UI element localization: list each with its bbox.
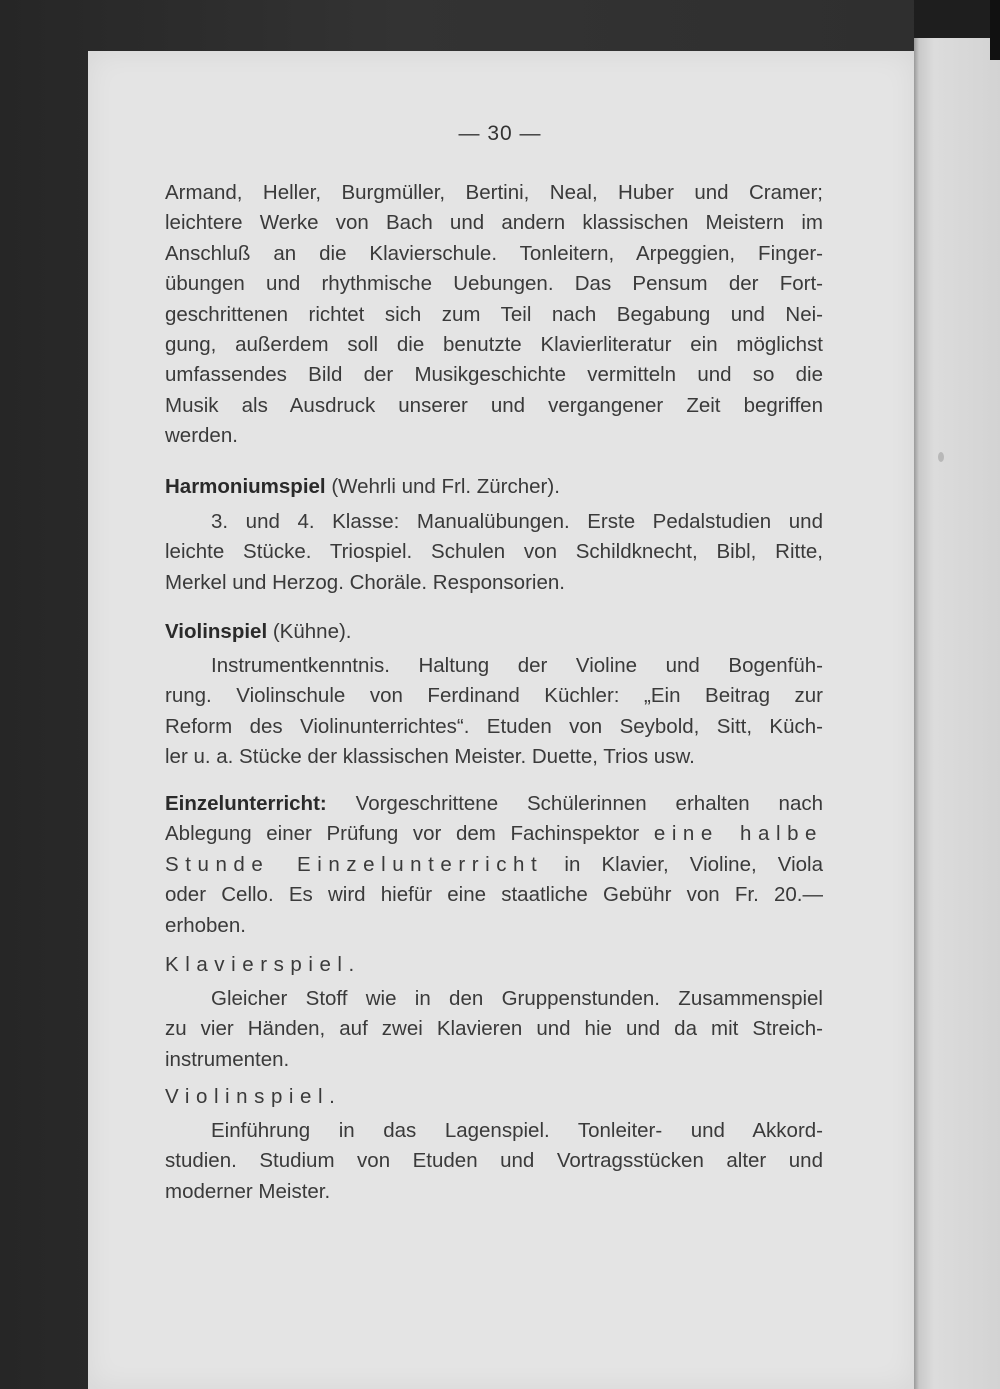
text-line: Anschluß an die Klavierschule. Tonleitern, Arpeggien, Finger- <box>165 241 823 265</box>
text-line: oder Cello. Es wird hiefür eine staatliche Gebühr von Fr. 20.— <box>165 883 823 907</box>
section-teachers: (Wehrli und Frl. Zürcher). <box>331 475 560 498</box>
paragraph-klavier <box>165 984 823 1075</box>
text-line: leichte Stücke. Triospiel. Schulen von Schildknecht, Bibl, Ritte, <box>165 540 823 564</box>
text-line: erhoben. <box>165 913 246 937</box>
paragraph-einzelunterricht <box>165 789 823 941</box>
section-heading-line <box>165 617 823 647</box>
text-line: Einführung in das Lagenspiel. Tonleiter- und Akkord- <box>211 1119 823 1142</box>
scan-edge-bar <box>990 0 1000 60</box>
text-span: Vorgeschrittene Schülerinnen erhalten nach <box>355 792 823 815</box>
paragraph-piano-curriculum <box>165 178 823 452</box>
text-line: Reform des Violinunterrichtes“. Etuden von Seybold, Sitt, Küch- <box>165 714 823 738</box>
paper-spot <box>938 452 944 462</box>
next-page-edge <box>914 38 1000 1389</box>
section-heading: Klavierspiel. <box>165 953 361 976</box>
section-heading: Violinspiel. <box>165 1085 342 1108</box>
text-line: moderner Meister. <box>165 1179 331 1203</box>
text-line: leichtere Werke von Bach und andern klassischen Meistern im <box>165 211 823 235</box>
text-line: gung, außerdem soll die benutzte Klavierliteratur ein möglichst <box>165 332 823 356</box>
text-line: 3. und 4. Klasse: Manualübungen. Erste Pedalstudien und <box>211 510 823 533</box>
section-heading: Harmoniumspiel <box>165 475 326 498</box>
paragraph-violin-individual <box>165 1116 823 1207</box>
section-violin-individual <box>165 1082 823 1112</box>
text-line: ler u. a. Stücke der klassischen Meister. Duette, Trios usw. <box>165 745 695 769</box>
text-span: in Klavier, Violine, Viola <box>564 852 823 876</box>
text-line: Instrumentkenntnis. Haltung der Violine und Bogenfüh- <box>211 654 823 677</box>
paragraph-harmonium <box>165 507 823 598</box>
text-line: rung. Violinschule von Ferdinand Küchler: „Ein Beitrag zur <box>165 684 823 708</box>
text-line: geschrittenen richtet sich zum Teil nach Begabung und Nei- <box>165 302 823 326</box>
text-line: Armand, Heller, Burgmüller, Bertini, Neal, Huber und Cramer; <box>165 181 823 204</box>
scan-top-dark-area <box>914 0 1000 38</box>
section-heading: Einzelunterricht: <box>165 792 327 815</box>
section-heading-line <box>165 472 823 502</box>
paragraph-violin <box>165 651 823 773</box>
section-violin <box>165 617 823 647</box>
text-line: zu vier Händen, auf zwei Klavieren und hie und da mit Streich- <box>165 1017 823 1041</box>
text-line <box>165 819 823 849</box>
text-line: Gleicher Stoff wie in den Gruppenstunden. Zusammenspiel <box>211 987 823 1010</box>
section-harmonium <box>165 472 823 502</box>
text-span: Ablegung einer Prüfung vor dem Fachinspektor <box>165 822 640 846</box>
section-heading: Violinspiel <box>165 620 268 643</box>
text-line: Merkel und Herzog. Choräle. Responsorien. <box>165 570 565 594</box>
text-line: übungen und rhythmische Uebungen. Das Pensum der Fort- <box>165 272 823 296</box>
text-line: umfassendes Bild der Musikgeschichte vermitteln und so die <box>165 363 823 387</box>
page-number: — 30 — <box>458 122 542 145</box>
section-klavier <box>165 950 823 980</box>
text-line: werden. <box>165 424 238 448</box>
section-teachers: (Kühne). <box>272 620 352 643</box>
text-line: Musik als Ausdruck unserer und vergangener Zeit begriffen <box>165 393 823 417</box>
text-line: instrumenten. <box>165 1047 290 1071</box>
text-line <box>165 850 823 880</box>
text-line: studien. Studium von Etuden und Vortragsstücken alter und <box>165 1149 823 1173</box>
emphasized-text: eine halbe <box>653 822 823 846</box>
text-line <box>165 789 823 819</box>
emphasized-text: Stunde Einzelunterricht <box>165 852 544 876</box>
